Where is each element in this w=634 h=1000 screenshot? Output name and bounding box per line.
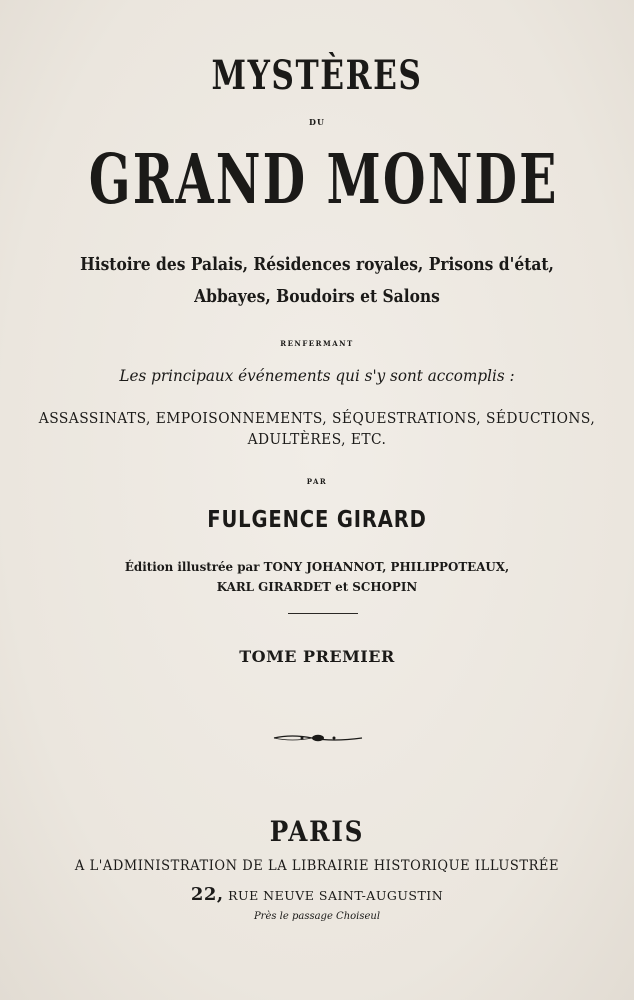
title-connector: DU [309, 117, 325, 127]
edition-line-2: KARL GIRARDET et SCHOPIN [216, 579, 418, 594]
volume-label: TOME PREMIER [239, 647, 395, 666]
imprint-location-note: Près le passage Choiseul [253, 911, 381, 922]
street-number: 22, [190, 884, 224, 905]
imprint-city: PARIS [269, 815, 365, 848]
subtitle-line-2: Abbayes, Boudoirs et Salons [194, 286, 440, 307]
imprint-address [0, 884, 634, 905]
title-line-1: MYSTÈRES [211, 52, 423, 99]
title-line-2: GRAND MONDE [88, 140, 559, 220]
events-line: Les principaux événements qui s'y sont accomplis : [119, 366, 515, 385]
divider-rule [288, 613, 358, 614]
crimes-line-1: ASSASSINATS, EMPOISONNEMENTS, SÉQUESTRATIONS, SÉDUCTIONS, [38, 409, 596, 427]
imprint-publisher: A L'ADMINISTRATION DE LA LIBRAIRIE HISTORIQUE ILLUSTRÉE [74, 858, 560, 874]
renfermant-label: RENFERMANT [280, 339, 354, 348]
street-name: RUE NEUVE SAINT-AUGUSTIN [228, 888, 444, 903]
edition-line-1: Édition illustrée par TONY JOHANNOT, PHILIPPOTEAUX, [124, 559, 510, 574]
par-label: PAR [306, 477, 328, 486]
author-name: FULGENCE GIRARD [207, 507, 427, 533]
subtitle-line-1: Histoire des Palais, Résidences royales, Prisons d'état, [80, 254, 554, 275]
crimes-line-2: ADULTÈRES, ETC. [247, 430, 387, 448]
ornament-divider-icon [272, 732, 364, 744]
